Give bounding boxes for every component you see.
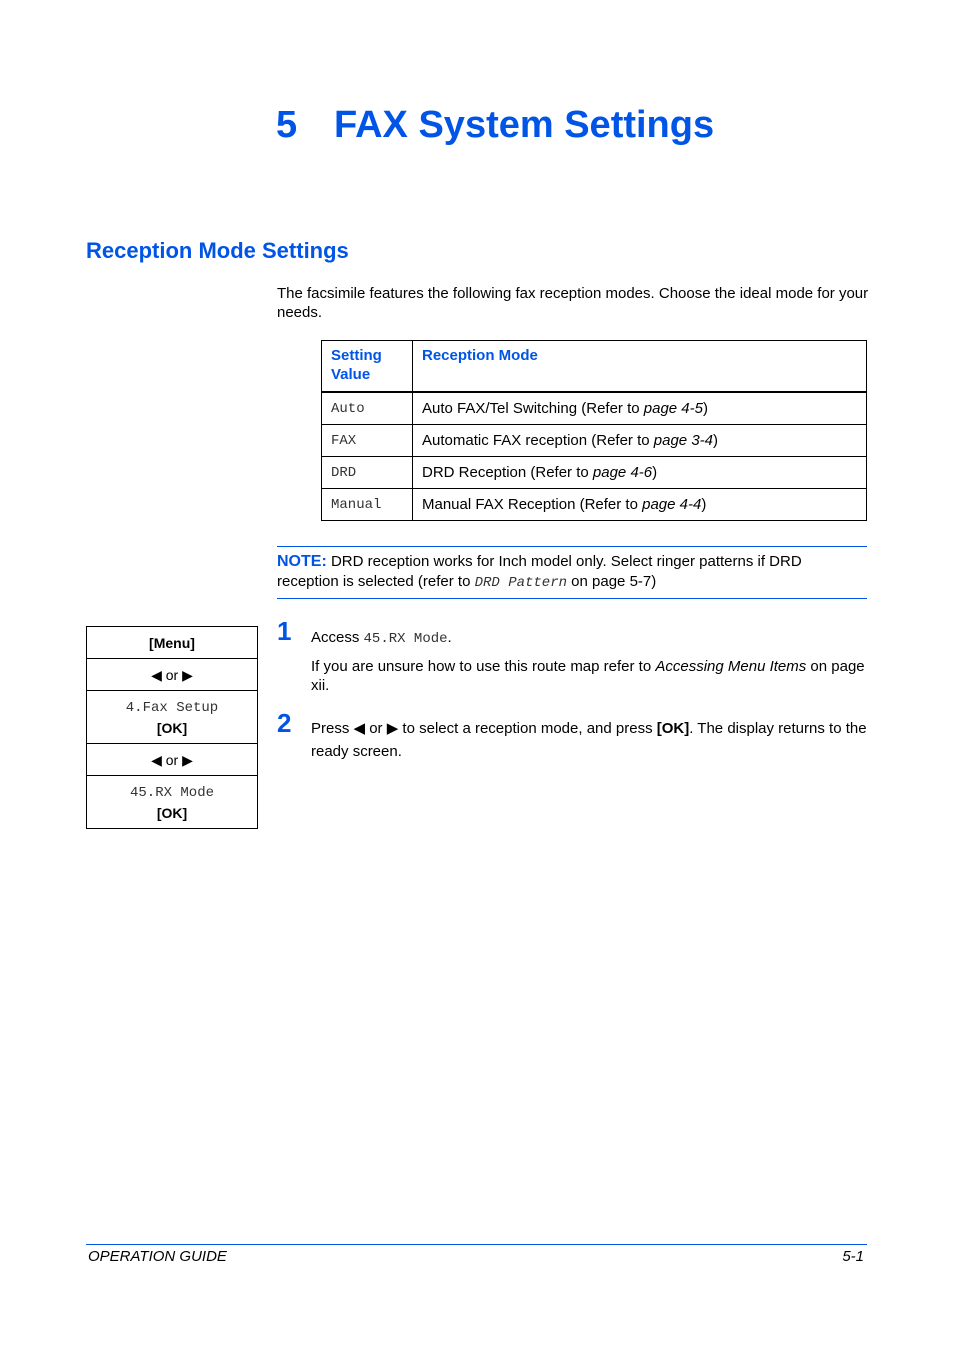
- step-1-text: [311, 626, 867, 651]
- mode-close: ): [652, 464, 658, 481]
- table-row: [322, 489, 867, 521]
- mode-text: DRD Reception (Refer to: [422, 464, 593, 481]
- page-reference: page 4-5: [643, 400, 703, 417]
- route-ok: [OK]: [156, 805, 188, 821]
- page-reference: page 4-4: [642, 496, 702, 513]
- route-step-rx-mode: [87, 776, 258, 829]
- step-text: Access: [311, 629, 364, 646]
- step-subtext: If you are unsure how to use this route map refer to: [311, 658, 656, 675]
- table-row: [322, 425, 867, 457]
- mode-close: ): [702, 400, 708, 417]
- note-code: DRD Pattern: [474, 575, 568, 591]
- setting-value-cell: Manual: [322, 489, 413, 521]
- setting-value-cell: FAX: [322, 425, 413, 457]
- reception-mode-cell: [413, 425, 867, 457]
- page-reference: page 3-4: [653, 432, 713, 449]
- chapter-title: [276, 104, 714, 147]
- mode-close: ): [701, 496, 707, 513]
- route-step-fax-setup: [87, 691, 258, 744]
- route-ok: [OK]: [156, 720, 188, 736]
- chapter-number: 5: [276, 104, 298, 146]
- mode-text: Automatic FAX reception (Refer to: [422, 432, 654, 449]
- step-text-end: .: [447, 629, 452, 646]
- step-text: Press ◀ or ▶ to select a reception mode, and press: [311, 720, 657, 737]
- route-map: [86, 626, 258, 829]
- step-subtext-end: on page xii.: [311, 658, 865, 694]
- route-item-rx-mode: 45.RX Mode: [129, 785, 214, 801]
- step-bold: [OK]: [656, 720, 690, 737]
- section-title: Reception Mode Settings: [86, 238, 349, 263]
- route-arrows: ◀ or ▶: [87, 744, 258, 776]
- table-header-row: [322, 341, 867, 393]
- mode-text: Auto FAX/Tel Switching (Refer to: [422, 400, 644, 417]
- route-item-fax-setup: 4.Fax Setup: [125, 700, 219, 716]
- step-subtext-italic: Accessing Menu Items: [655, 658, 807, 675]
- mode-text: Manual FAX Reception (Refer to: [422, 496, 643, 513]
- reception-mode-table: [321, 340, 867, 521]
- setting-value-cell: Auto: [322, 392, 413, 425]
- table-row: [322, 457, 867, 489]
- note-text-end: on page 5-7): [567, 573, 657, 590]
- intro-paragraph: The facsimile features the following fax reception modes. Choose the ideal mode for your needs.: [277, 285, 869, 321]
- mode-close: ): [713, 432, 718, 449]
- footer-guide-title: OPERATION GUIDE: [88, 1248, 227, 1265]
- step-number: 1: [277, 616, 292, 646]
- reception-mode-cell: [413, 392, 867, 425]
- step-2-text: [311, 717, 867, 763]
- reception-mode-cell: [413, 489, 867, 521]
- note-label: NOTE:: [277, 553, 327, 570]
- step-code: 45.RX Mode: [363, 631, 448, 647]
- route-menu: [Menu]: [87, 627, 258, 659]
- table-row: [322, 392, 867, 425]
- setting-value-cell: DRD: [322, 457, 413, 489]
- chapter-title-text: FAX System Settings: [334, 104, 715, 146]
- footer-divider: [86, 1244, 867, 1245]
- step-number: 2: [277, 708, 292, 738]
- step-text-end: . The display returns to the ready screen.: [311, 720, 867, 760]
- header-setting-value: Setting Value: [322, 341, 413, 393]
- reception-mode-cell: [413, 457, 867, 489]
- step-1-subtext: [311, 657, 867, 695]
- note-text: DRD reception works for Inch model only. Select ringer patterns if DRD reception is selected (refer to: [277, 553, 802, 590]
- header-reception-mode: Reception Mode: [413, 341, 867, 393]
- footer-page-number: 5-1: [842, 1248, 864, 1265]
- note-box: [277, 546, 867, 599]
- route-arrows: ◀ or ▶: [87, 659, 258, 691]
- page-reference: page 4-6: [592, 464, 653, 481]
